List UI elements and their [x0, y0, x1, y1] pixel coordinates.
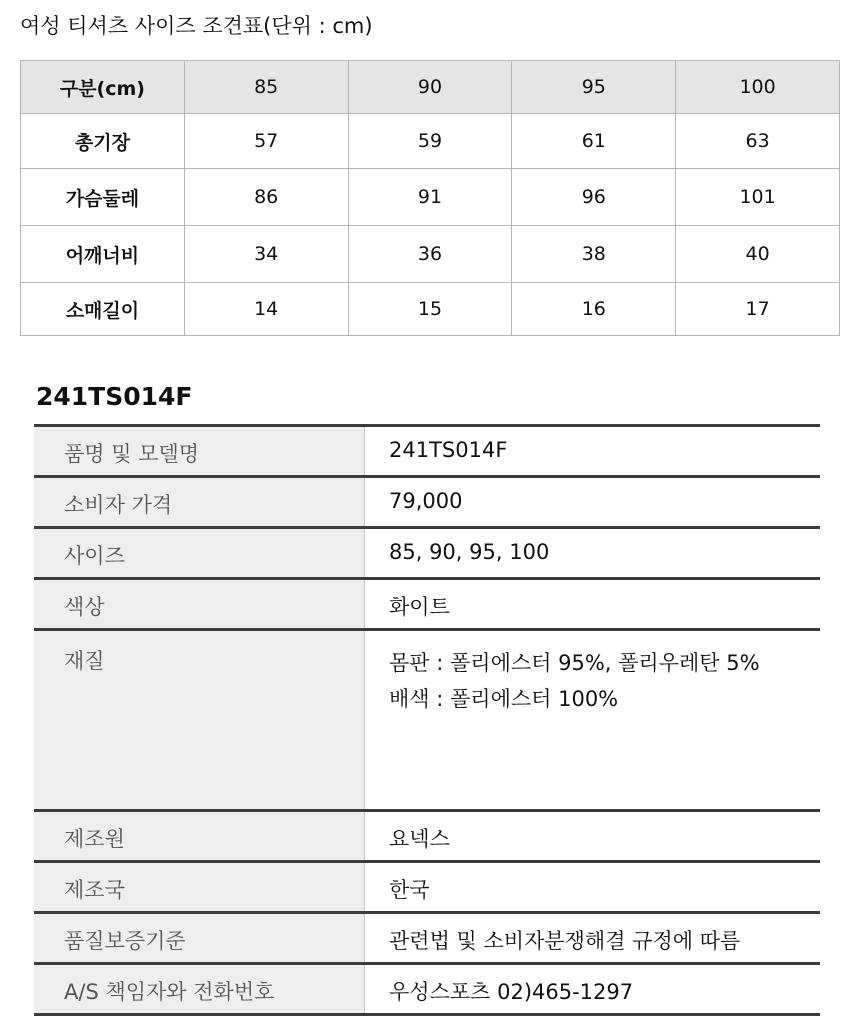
table-cell: 38	[512, 226, 676, 283]
material-line-body: 몸판 : 폴리에스터 95%, 폴리우레탄 5%	[389, 651, 760, 675]
info-label: A/S 책임자와 전화번호	[34, 964, 365, 1015]
product-info-table	[34, 424, 820, 1016]
row-label: 총기장	[21, 114, 185, 169]
table-cell: 14	[184, 283, 348, 336]
info-row-manufacturer	[34, 811, 820, 862]
table-cell: 16	[512, 283, 676, 336]
info-value: 85, 90, 95, 100	[365, 528, 821, 579]
info-row-model	[34, 426, 820, 477]
size-row-shoulder	[21, 226, 840, 283]
header-category-cell: 구분(cm)	[21, 61, 185, 114]
table-cell: 86	[184, 169, 348, 226]
info-value: 한국	[365, 862, 821, 913]
size-chart-title: 여성 티셔츠 사이즈 조견표(단위 : cm)	[20, 14, 373, 38]
info-label: 색상	[34, 579, 365, 630]
table-cell: 63	[676, 114, 840, 169]
header-size-90: 90	[348, 61, 512, 114]
header-size-85: 85	[184, 61, 348, 114]
size-header-row	[21, 61, 840, 114]
info-label: 소비자 가격	[34, 477, 365, 528]
size-row-total-length	[21, 114, 840, 169]
table-cell: 40	[676, 226, 840, 283]
row-label: 가슴둘레	[21, 169, 185, 226]
table-cell: 61	[512, 114, 676, 169]
info-label: 제조원	[34, 811, 365, 862]
info-row-warranty	[34, 913, 820, 964]
info-row-size	[34, 528, 820, 579]
header-size-100: 100	[676, 61, 840, 114]
table-cell: 91	[348, 169, 512, 226]
info-row-price	[34, 477, 820, 528]
row-label: 어깨너비	[21, 226, 185, 283]
header-size-95: 95	[512, 61, 676, 114]
info-label: 사이즈	[34, 528, 365, 579]
info-value: 241TS014F	[365, 426, 821, 477]
material-line-trim: 배색 : 폴리에스터 100%	[389, 687, 619, 711]
info-row-after-service	[34, 964, 820, 1015]
info-row-material	[34, 630, 820, 811]
table-cell: 36	[348, 226, 512, 283]
row-label: 소매길이	[21, 283, 185, 336]
table-cell: 59	[348, 114, 512, 169]
size-row-chest	[21, 169, 840, 226]
table-cell: 96	[512, 169, 676, 226]
table-cell: 15	[348, 283, 512, 336]
info-value: 79,000	[365, 477, 821, 528]
info-value: 화이트	[365, 579, 821, 630]
info-label: 제조국	[34, 862, 365, 913]
info-label: 품명 및 모델명	[34, 426, 365, 477]
size-chart-table	[20, 60, 840, 336]
info-value: 관련법 및 소비자분쟁해결 규정에 따름	[365, 913, 821, 964]
info-row-color	[34, 579, 820, 630]
table-cell: 57	[184, 114, 348, 169]
info-value: 우성스포츠 02)465-1297	[365, 964, 821, 1015]
info-value	[365, 630, 821, 811]
info-row-country	[34, 862, 820, 913]
model-title: 241TS014F	[36, 382, 193, 411]
info-label: 재질	[34, 630, 365, 811]
table-cell: 17	[676, 283, 840, 336]
table-cell: 34	[184, 226, 348, 283]
info-value: 요넥스	[365, 811, 821, 862]
table-cell: 101	[676, 169, 840, 226]
size-row-sleeve	[21, 283, 840, 336]
info-label: 품질보증기준	[34, 913, 365, 964]
